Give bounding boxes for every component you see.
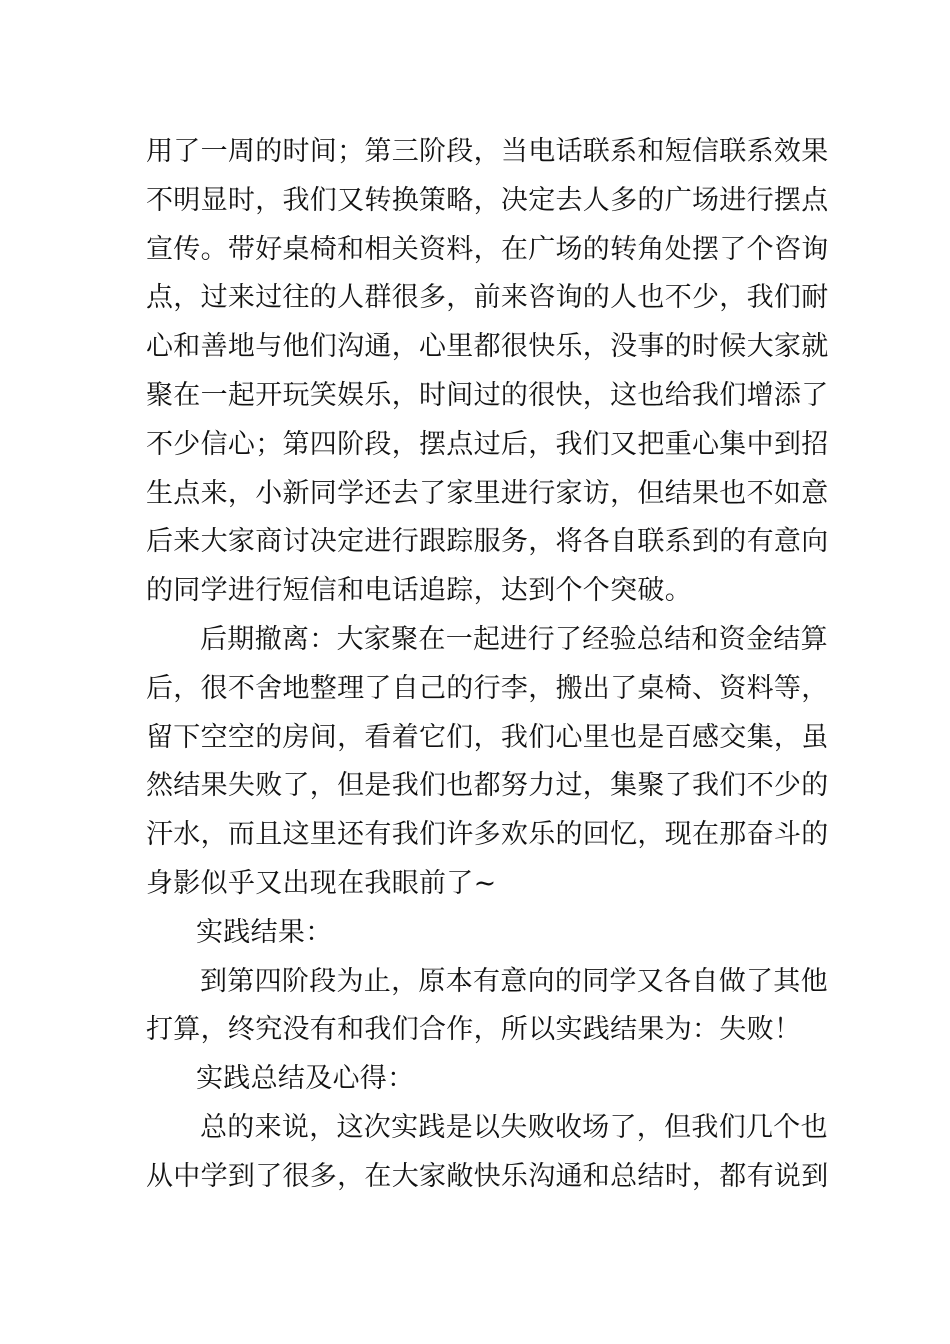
text-line: 用了一周的时间；第三阶段，当电话联系和短信联系效果 <box>146 136 829 167</box>
text-line: 后，很不舍地整理了自己的行李，搬出了桌椅、资料等， <box>146 672 829 704</box>
text-line: 生点来，小新同学还去了家里进行家访，但结果也不如意 <box>146 477 829 509</box>
text-line: 然结果失败了，但是我们也都努力过，集聚了我们不少的 <box>146 770 829 802</box>
section-heading: 实践总结及心得： <box>196 1063 415 1095</box>
text-line: 后来大家商讨决定进行跟踪服务，将各自联系到的有意向 <box>146 526 829 558</box>
body-text <box>146 128 829 1202</box>
paragraph-start-line: 总的来说，这次实践是以失败收场了，但我们几个也 <box>200 1111 828 1143</box>
section-heading: 实践结果： <box>196 916 333 948</box>
text-line: 心和善地与他们沟通，心里都很快乐，没事的时候大家就 <box>146 331 829 363</box>
text-line: 点，过来过往的人群很多，前来咨询的人也不少，我们耐 <box>146 282 829 314</box>
text-line: 不明显时，我们又转换策略，决定去人多的广场进行摆点 <box>146 184 829 216</box>
text-line: 身影似乎又出现在我眼前了~ <box>146 867 497 899</box>
text-line: 汗水，而且这里还有我们许多欢乐的回忆，现在那奋斗的 <box>146 819 829 851</box>
text-line: 宣传。带好桌椅和相关资料，在广场的转角处摆了个咨询 <box>146 233 829 265</box>
text-line: 打算，终究没有和我们合作，所以实践结果为：失败！ <box>146 1014 802 1046</box>
text-line: 不少信心；第四阶段，摆点过后，我们又把重心集中到招 <box>146 428 829 460</box>
text-line: 从中学到了很多，在大家敞快乐沟通和总结时，都有说到 <box>146 1160 829 1192</box>
paragraph-start-line: 到第四阶段为止，原本有意向的同学又各自做了其他 <box>200 965 828 997</box>
text-line: 留下空空的房间，看着它们，我们心里也是百感交集，虽 <box>146 721 829 753</box>
paragraph-start-line: 后期撤离：大家聚在一起进行了经验总结和资金结算 <box>200 623 828 655</box>
text-line: 聚在一起开玩笑娱乐，时间过的很快，这也给我们增添了 <box>146 379 829 411</box>
text-line: 的同学进行短信和电话追踪，达到个个突破。 <box>146 575 692 607</box>
